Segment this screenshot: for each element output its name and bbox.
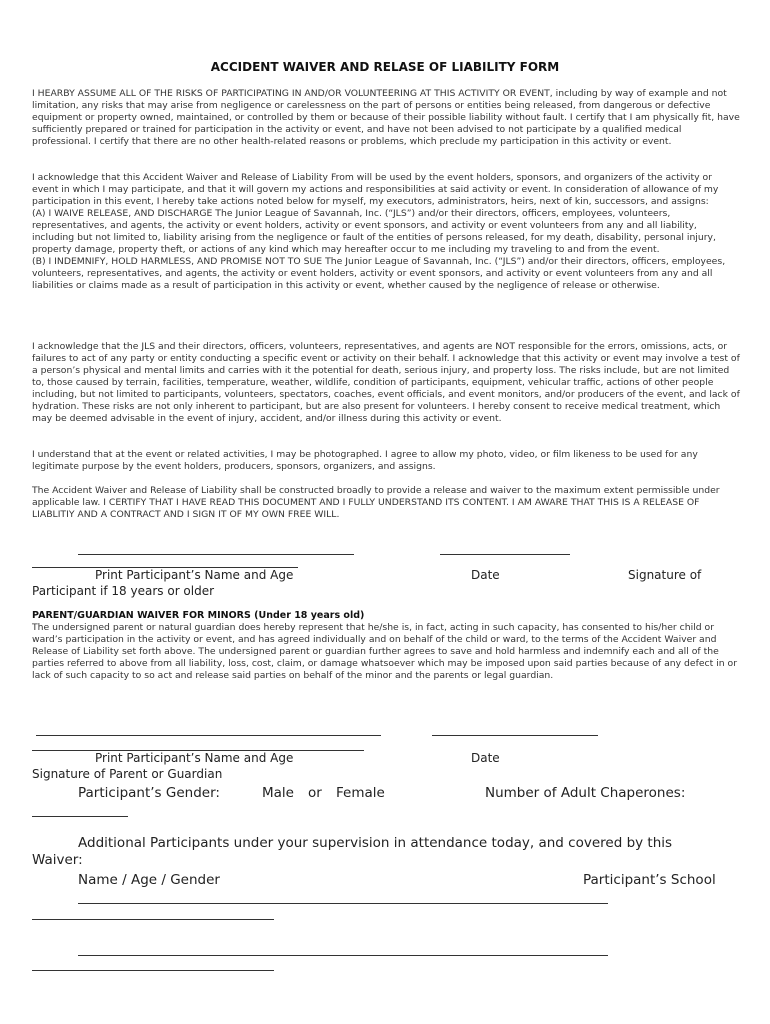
additional-participant-line-2[interactable] [78, 955, 608, 956]
guardian-date-label: Date [471, 751, 500, 765]
clause-b: (B) I INDEMNIFY, HOLD HARMLESS, AND PROMISE NOT TO SUE The Junior League of Savannah, Inc. (“JLS”) and/or their directors, officers, employees, volunteers, representatives, and agents, the activity or event holders, activity or event sponsors, and activity or event volunteers from any and all liabilities or claims made as a result of participation in this activity or event, whether caused by the negligence of release or otherwise. [32, 256, 726, 291]
participant-date-line[interactable] [440, 554, 570, 555]
participant-date-label: Date [471, 568, 500, 582]
paragraph-intro: I acknowledge that this Accident Waiver and Release of Liability From will be used by the event holders, sponsors, and organizers of the activity or event in which I may participate, and that it will govern my actions and responsibilities at said activity or event. In consideration of allowance of my participation in this event, I hereby take actions noted below for myself, my executors, administrators, heirs, next of kin, successors, and assigns: [32, 172, 719, 207]
name-age-gender-label: Name / Age / Gender [78, 872, 220, 888]
participant-name-label: Print Participant’s Name and Age [95, 568, 294, 582]
assumption-of-risk-paragraph [32, 88, 740, 148]
guardian-print-name-line[interactable] [36, 735, 381, 736]
guardian-print-name-label: Print Participant’s Name and Age [95, 751, 294, 765]
additional-participant-line-2b[interactable] [32, 970, 274, 971]
paragraph-text: I acknowledge that the JLS and their directors, officers, volunteers, representatives, and agents are NOT responsible for the errors, omissions, acts, or failures to act of any party or entity conducting a specific event or activity on their behalf. I acknowledge that this activity or event may involve a test of a person’s physical and mental limits and carries with it the potential for death, serious injury, and property loss. The risks include, but are not limited to, those caused by terrain, facilities, temperature, weather, wildlife, condition of participants, equipment, vehicular traffic, actions of other people including, but not limited to participants, volunteers, spectators, coaches, event officials, and event monitors, and/or producers of the event, and lack of hydration. These risks are not only inherent to participant, but are also present for volunteers. I hereby consent to receive medical treatment, which may be deemed advisable in the event of injury, accident, and/or illness during this activity or event. [32, 341, 740, 424]
certification-paragraph [32, 485, 740, 521]
paragraph-text: The undersigned parent or natural guardian does hereby represent that he/she is, in fact, acting in such capacity, has consented to his/her child or ward’s participation in the activity or event, and has agreed individually and on behalf of the child or ward, to the terms of the Accident Waiver and Release of Liability set forth above. The undersigned parent or guardian further agrees to save and hold harmless and indemnify each and all of the parties referred to above from all liability, loss, cost, claim, or damage whatsoever which may be imposed upon said parties because of any defect in or lack of such capacity to so act and release said parties on behalf of the minor and the parents or legal guardian. [32, 622, 738, 681]
minors-paragraph [32, 622, 740, 682]
additional-participant-line-1b[interactable] [32, 919, 274, 920]
participant-name-line[interactable] [78, 554, 354, 555]
clause-a: (A) I WAIVE RELEASE, AND DISCHARGE The Junior League of Savannah, Inc. (“JLS”) and/or their directors, officers, employees, volunteers, representatives, and agents, the activity or event holders, activity or event sponsors, and activity or event volunteers from any and all liability, including but not limited to, liability arising from the negligence or fault of the entities of persons released, for my death, disability, personal injury, property damage, property theft, or actions of any kind which may hereafter occur to me including my traveling to and from the event. [32, 208, 716, 255]
minors-heading: PARENT/GUARDIAN WAIVER FOR MINORS (Under 18 years old) [32, 610, 365, 621]
paragraph-text: I HEARBY ASSUME ALL OF THE RISKS OF PARTICIPATING IN AND/OR VOLUNTEERING AT THIS ACTIVITY OR EVENT, including by way of example and not limitation, any risks that may arise from negligence or carelessness on the part of persons or entities being released, from dangerous or defective equipment or property owned, maintained, or controlled by them or because of their possible liability without fault. I certify that I am physically fit, have sufficiently prepared or trained for participation in the activity or event, and have not been advised to not participate by a qualified medical professional. I certify that there are no other health-related reasons or problems, which preclude my participation in this activity or event. [32, 88, 740, 147]
photo-consent-paragraph [32, 449, 740, 473]
waiver-release-paragraph [32, 172, 740, 292]
guardian-signature-label: Signature of Parent or Guardian [32, 767, 223, 781]
additional-participants-label-2: Waiver: [32, 852, 83, 868]
gender-option-male[interactable]: Male [262, 785, 294, 801]
additional-participant-line-1[interactable] [78, 903, 608, 904]
gender-option-female[interactable]: Female [336, 785, 385, 801]
chaperones-label: Number of Adult Chaperones: [485, 785, 686, 801]
guardian-date-line[interactable] [432, 735, 598, 736]
participant-school-label: Participant’s School [583, 872, 716, 888]
additional-participants-label: Additional Participants under your supervision in attendance today, and covered by this [78, 835, 673, 851]
paragraph-text: I understand that at the event or related activities, I may be photographed. I agree to allow my photo, video, or film likeness to be used for any legitimate purpose by the event holders, producers, sponsors, organizers, and assigns. [32, 449, 698, 472]
risks-paragraph [32, 341, 740, 425]
participant-signature-label: Signature of [628, 568, 702, 582]
form-title: ACCIDENT WAIVER AND RELASE OF LIABILITY FORM [210, 60, 560, 74]
chaperones-count-line[interactable] [32, 816, 128, 817]
gender-or-text: or [308, 785, 322, 801]
participant-signature-label-2: Participant if 18 years or older [32, 584, 215, 598]
gender-label: Participant’s Gender: [78, 785, 220, 801]
paragraph-text: The Accident Waiver and Release of Liability shall be constructed broadly to provide a release and waiver to the maximum extent permissible under applicable law. I CERTIFY THAT I HAVE READ THIS DOCUMENT AND I FULLY UNDERSTAND ITS CONTENT. I AM AWARE THAT THIS IS A RELEASE OF LIABLITIY AND A CONTRACT AND I SIGN IT OF MY OWN FREE WILL. [32, 485, 720, 520]
